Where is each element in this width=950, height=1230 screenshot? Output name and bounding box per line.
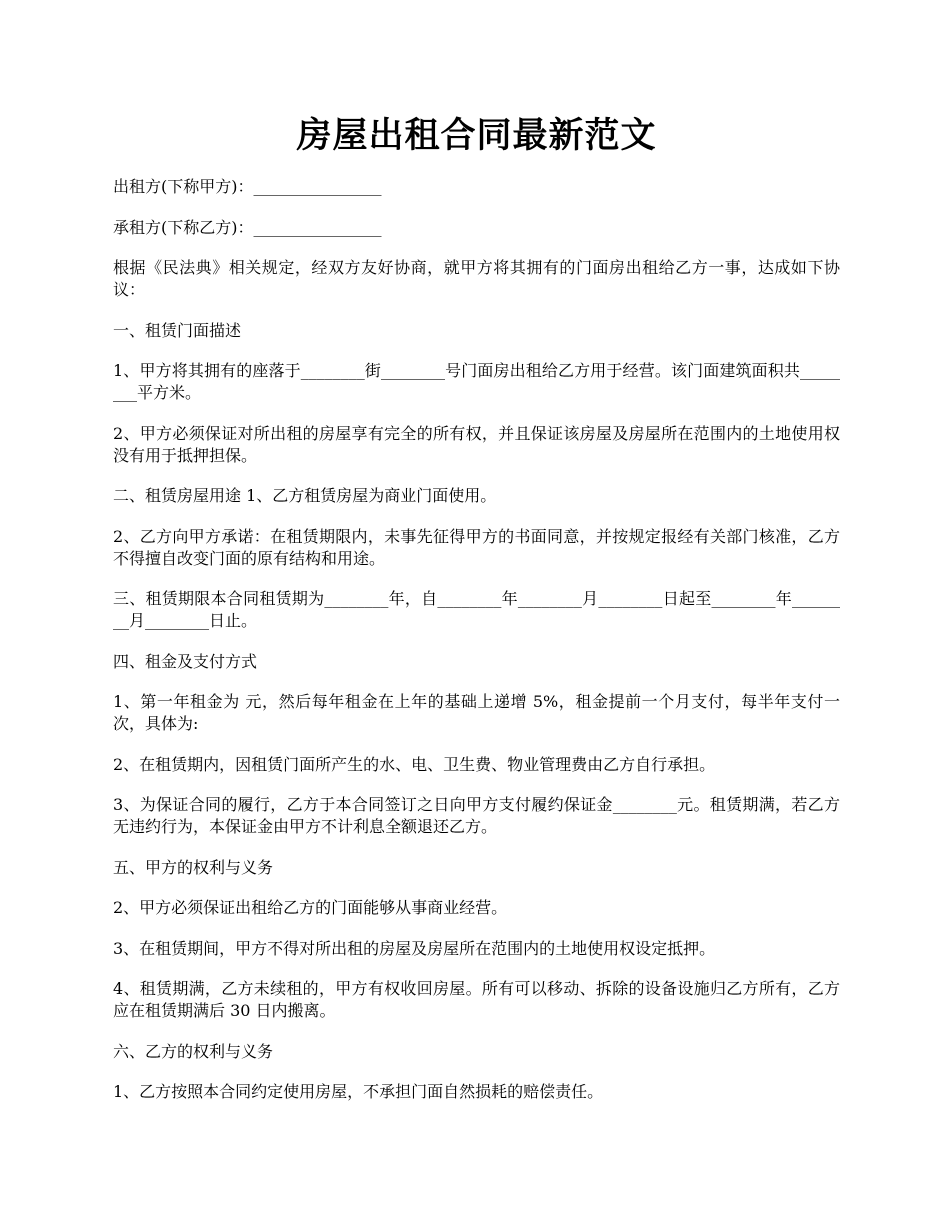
section-heading: 四、租金及支付方式 — [113, 651, 258, 671]
clause-paragraph: 3、为保证合同的履行，乙方于本合同签订之日向甲方支付履约保证金________元。租赁期满，若乙方无违约行为，本保证金由甲方不计利息全额退还乙方。 — [113, 795, 840, 836]
clause-paragraph: 1、第一年租金为 元，然后每年租金在上年的基础上递增 5%，租金提前一个月支付，每半年支付一次，具体为: — [113, 692, 840, 733]
clause-paragraph: 4、租赁期满，乙方未续租的，甲方有权收回房屋。所有可以移动、拆除的设备设施归乙方所有，乙方应在租赁期满后 30 日内搬离。 — [113, 979, 840, 1020]
clause-paragraph: 2、乙方向甲方承诺：在租赁期限内，未事先征得甲方的书面同意，并按规定报经有关部门核准，乙方不得擅自改变门面的原有结构和用途。 — [113, 526, 840, 568]
clause-paragraph: 1、甲方将其拥有的座落于________街________号门面房出租给乙方用于经营。该门面建筑面积共________平方米。 — [113, 361, 840, 402]
clause-paragraph: 2、甲方必须保证出租给乙方的门面能够从事商业经营。 — [113, 898, 508, 917]
clause-paragraph: 2、甲方必须保证对所出租的房屋享有完全的所有权，并且保证该房屋及房屋所在范围内的土地使用权没有用于抵押担保。 — [113, 423, 840, 465]
section-heading: 三、租赁期限本合同租赁期为________年，自________年________月________日起至________年________月________日止。 — [113, 589, 840, 630]
lessor-line: 出租方(下称甲方)：________________ — [113, 177, 382, 196]
section-heading: 五、甲方的权利与义务 — [113, 857, 274, 877]
preamble-paragraph: 根据《民法典》相关规定，经双方友好协商，就甲方将其拥有的门面房出租给乙方一事，达成如下协议： — [113, 258, 840, 299]
section-heading: 六、乙方的权利与义务 — [113, 1041, 274, 1061]
section-heading: 二、租赁房屋用途 1、乙方租赁房屋为商业门面使用。 — [113, 486, 497, 505]
document-page — [113, 108, 840, 1122]
clause-paragraph: 3、在租赁期间，甲方不得对所出租的房屋及房屋所在范围内的土地使用权设定抵押。 — [113, 938, 716, 958]
document-title: 房屋出租合同最新范文 — [296, 115, 657, 156]
clause-paragraph: 2、在租赁期内，因租赁门面所产生的水、电、卫生费、物业管理费由乙方自行承担。 — [113, 754, 716, 774]
section-heading: 一、租赁门面描述 — [113, 320, 242, 340]
clause-paragraph: 1、乙方按照本合同约定使用房屋，不承担门面自然损耗的赔偿责任。 — [113, 1082, 604, 1101]
lessee-line: 承租方(下称乙方)：________________ — [113, 217, 382, 237]
